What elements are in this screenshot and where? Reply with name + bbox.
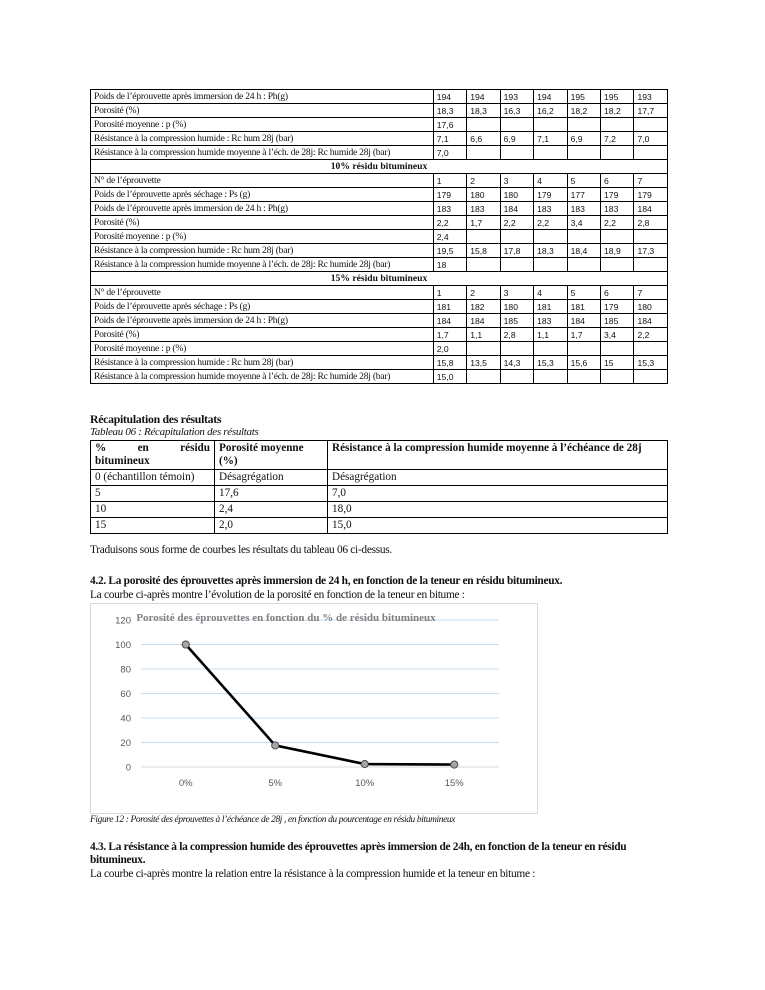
- recap-heading: Récapitulation des résultats: [90, 412, 222, 426]
- cell-value: 2,2: [500, 216, 533, 230]
- table-row: [91, 146, 668, 160]
- cell-value: 6,9: [567, 132, 600, 146]
- x-tick-label: 10%: [355, 778, 375, 789]
- cell-value: [534, 258, 567, 272]
- cell-value: 179: [601, 188, 634, 202]
- data-point: [361, 760, 368, 767]
- cell-value: 6,6: [467, 132, 500, 146]
- cell-value: 185: [601, 314, 634, 328]
- cell-value: 180: [467, 188, 500, 202]
- cell-value: 3,4: [601, 328, 634, 342]
- cell-value: [634, 258, 668, 272]
- cell-value: [534, 118, 567, 132]
- cell-value: 2,4: [433, 230, 466, 244]
- cell-value: [534, 230, 567, 244]
- cell-value: 179: [634, 188, 668, 202]
- cell-value: [500, 370, 533, 384]
- cell-value: [567, 118, 600, 132]
- recap-col2-header: Porosité moyenne (%): [215, 441, 328, 470]
- cell-value: 7,0: [634, 132, 668, 146]
- cell-value: [601, 146, 634, 160]
- cell-value: 7,1: [534, 132, 567, 146]
- cell-value: [634, 118, 668, 132]
- cell-value: 185: [500, 314, 533, 328]
- cell-value: 17,7: [634, 104, 668, 118]
- cell-value: 18,2: [567, 104, 600, 118]
- recap-row: [91, 518, 668, 534]
- recap-cell: 17,6: [215, 486, 328, 502]
- cell-value: 184: [433, 314, 466, 328]
- cell-value: [467, 146, 500, 160]
- y-tick-label: 40: [120, 713, 131, 725]
- cell-value: 15,6: [567, 356, 600, 370]
- section-10pct: [91, 160, 668, 174]
- cell-value: [500, 342, 533, 356]
- recap-cell: 2,0: [215, 518, 328, 534]
- table-row: [91, 90, 668, 104]
- table-row: [91, 104, 668, 118]
- cell-value: 18,3: [433, 104, 466, 118]
- cell-value: 2,0: [433, 342, 466, 356]
- cell-value: 5: [567, 174, 600, 188]
- row-label: Porosité (%): [91, 104, 434, 118]
- recap-cell: 7,0: [328, 486, 668, 502]
- cell-value: 184: [634, 314, 668, 328]
- cell-value: 183: [534, 314, 567, 328]
- data-point: [182, 641, 189, 648]
- table-row: [91, 174, 668, 188]
- cell-value: 184: [467, 314, 500, 328]
- section-10pct-title: 10% résidu bitumineux: [91, 160, 668, 174]
- cell-value: [567, 258, 600, 272]
- cell-value: [500, 118, 533, 132]
- cell-value: 184: [500, 202, 533, 216]
- table-row: [91, 300, 668, 314]
- porosity-chart-svg: [91, 604, 537, 813]
- cell-value: 183: [467, 202, 500, 216]
- cell-value: 7,1: [433, 132, 466, 146]
- cell-value: [567, 342, 600, 356]
- cell-value: [467, 258, 500, 272]
- cell-value: 2,8: [500, 328, 533, 342]
- cell-value: 195: [601, 90, 634, 104]
- chart-title: Porosité des éprouvettes en fonction du % de résidu bitumineux: [136, 612, 436, 624]
- cell-value: 1,1: [467, 328, 500, 342]
- cell-value: [601, 230, 634, 244]
- cell-value: 194: [467, 90, 500, 104]
- table-row: [91, 118, 668, 132]
- row-label: Poids de l’éprouvette après immersion de 24 h : Ph(g): [91, 202, 434, 216]
- cell-value: 1: [433, 174, 466, 188]
- section-4-3-heading-line1: 4.3. La résistance à la compression humide des éprouvettes après immersion de 24h, en fonction de la teneur en résidu: [90, 841, 627, 853]
- cell-value: 18,4: [567, 244, 600, 258]
- table-row: [91, 370, 668, 384]
- data-point: [272, 742, 279, 749]
- cell-value: 17,8: [500, 244, 533, 258]
- figure-caption: Figure 12 : Porosité des éprouvettes à l’échéance de 28j , en fonction du pourcentage en résidu bitumineux: [90, 815, 456, 825]
- cell-value: 15,8: [433, 356, 466, 370]
- porosity-chart: [90, 603, 538, 814]
- y-tick-label: 120: [115, 615, 131, 627]
- cell-value: 15,3: [634, 356, 668, 370]
- recap-col3-header: Résistance à la compression humide moyenne à l’échéance de 28j: [328, 441, 668, 470]
- row-label: Poids de l’éprouvette après séchage : Ps (g): [91, 188, 434, 202]
- cell-value: 3: [500, 286, 533, 300]
- cell-value: [467, 118, 500, 132]
- cell-value: [467, 370, 500, 384]
- section-4-3-heading-line2: bitumineux.: [90, 854, 146, 866]
- cell-value: 19,5: [433, 244, 466, 258]
- section-4-3-text: La courbe ci-après montre la relation entre la résistance à la compression humide et la teneur en bitume :: [90, 868, 536, 880]
- x-tick-label: 15%: [444, 778, 464, 789]
- table-row: [91, 216, 668, 230]
- cell-value: [534, 146, 567, 160]
- cell-value: 18,2: [601, 104, 634, 118]
- cell-value: 2,2: [634, 328, 668, 342]
- cell-value: 18,9: [601, 244, 634, 258]
- cell-value: 6,9: [500, 132, 533, 146]
- y-tick-label: 20: [120, 738, 131, 749]
- y-tick-label: 100: [115, 640, 131, 651]
- row-label: Résistance à la compression humide moyenne à l’éch. de 28j: Rc humide 28j (bar): [91, 370, 434, 384]
- cell-value: 7,0: [433, 146, 466, 160]
- cell-value: 7: [634, 286, 668, 300]
- row-label: Porosité moyenne : p (%): [91, 342, 434, 356]
- cell-value: 15,0: [433, 370, 466, 384]
- x-tick-label: 0%: [178, 778, 193, 789]
- row-label: Résistance à la compression humide moyenne à l’éch. de 28j: Rc humide 28j (bar): [91, 146, 434, 160]
- cell-value: 194: [433, 90, 466, 104]
- cell-value: 1: [433, 286, 466, 300]
- table-row: [91, 132, 668, 146]
- cell-value: 1,7: [433, 328, 466, 342]
- row-label: Porosité moyenne : p (%): [91, 118, 434, 132]
- x-tick-label: 5%: [268, 778, 283, 789]
- cell-value: 13,5: [467, 356, 500, 370]
- cell-value: 181: [567, 300, 600, 314]
- cell-value: 15,3: [534, 356, 567, 370]
- recap-cell: 18,0: [328, 502, 668, 518]
- cell-value: 17,6: [433, 118, 466, 132]
- section-15pct: [91, 272, 668, 286]
- recap-cell: 2,4: [215, 502, 328, 518]
- series-line: [186, 645, 455, 765]
- cell-value: 18,3: [534, 244, 567, 258]
- cell-value: [634, 230, 668, 244]
- cell-value: 7,2: [601, 132, 634, 146]
- cell-value: [601, 258, 634, 272]
- table-row: [91, 230, 668, 244]
- cell-value: 181: [433, 300, 466, 314]
- cell-value: 1,1: [534, 328, 567, 342]
- table-row: [91, 258, 668, 272]
- recap-row: [91, 470, 668, 486]
- cell-value: 180: [500, 188, 533, 202]
- row-label: Résistance à la compression humide : Rc hum 28j (bar): [91, 244, 434, 258]
- cell-value: 2: [467, 174, 500, 188]
- cell-value: [634, 342, 668, 356]
- table-row: [91, 202, 668, 216]
- cell-value: [567, 370, 600, 384]
- row-label: Porosité (%): [91, 216, 434, 230]
- cell-value: 2,2: [601, 216, 634, 230]
- cell-value: 181: [534, 300, 567, 314]
- cell-value: 17,3: [634, 244, 668, 258]
- cell-value: [500, 146, 533, 160]
- cell-value: [567, 146, 600, 160]
- section-4-2-text: La courbe ci-après montre l’évolution de la porosité en fonction de la teneur en bitume :: [90, 589, 465, 601]
- cell-value: 2,2: [433, 216, 466, 230]
- table-row: [91, 286, 668, 300]
- y-tick-label: 0: [125, 762, 131, 774]
- row-label: Porosité (%): [91, 328, 434, 342]
- row-label: Résistance à la compression humide moyenne à l’éch. de 28j: Rc humide 28j (bar): [91, 258, 434, 272]
- cell-value: 183: [433, 202, 466, 216]
- cell-value: 1,7: [467, 216, 500, 230]
- recap-table: [90, 440, 668, 534]
- recap-cell: Désagrégation: [215, 470, 328, 486]
- cell-value: 183: [534, 202, 567, 216]
- intro-text: Traduisons sous forme de courbes les résultats du tableau 06 ci-dessus.: [90, 544, 392, 556]
- cell-value: [467, 342, 500, 356]
- cell-value: 4: [534, 174, 567, 188]
- y-tick-label: 80: [120, 664, 131, 676]
- cell-value: 3,4: [567, 216, 600, 230]
- cell-value: 6: [601, 286, 634, 300]
- cell-value: 183: [601, 202, 634, 216]
- table-row: [91, 342, 668, 356]
- row-label: Résistance à la compression humide : Rc hum 28j (bar): [91, 132, 434, 146]
- cell-value: 2,2: [534, 216, 567, 230]
- cell-value: [634, 370, 668, 384]
- cell-value: 16,3: [500, 104, 533, 118]
- recap-cell: 10: [91, 502, 215, 518]
- cell-value: 3: [500, 174, 533, 188]
- row-label: Poids de l’éprouvette après séchage : Ps (g): [91, 300, 434, 314]
- cell-value: 15,8: [467, 244, 500, 258]
- row-label: Porosité moyenne : p (%): [91, 230, 434, 244]
- cell-value: 1,7: [567, 328, 600, 342]
- recap-cell: 0 (échantillon témoin): [91, 470, 215, 486]
- recap-cell: 5: [91, 486, 215, 502]
- cell-value: 179: [534, 188, 567, 202]
- cell-value: 14,3: [500, 356, 533, 370]
- cell-value: 193: [634, 90, 668, 104]
- cell-value: 18: [433, 258, 466, 272]
- cell-value: [500, 258, 533, 272]
- cell-value: 194: [534, 90, 567, 104]
- cell-value: [601, 118, 634, 132]
- table-row: [91, 356, 668, 370]
- cell-value: 183: [567, 202, 600, 216]
- cell-value: [534, 370, 567, 384]
- row-label: Résistance à la compression humide : Rc hum 28j (bar): [91, 356, 434, 370]
- cell-value: 177: [567, 188, 600, 202]
- section-4-2-heading: 4.2. La porosité des éprouvettes après immersion de 24 h, en fonction de la teneur en résidu bitumineux.: [90, 575, 563, 587]
- results-table: [90, 89, 668, 384]
- data-point: [451, 761, 458, 768]
- table-row: [91, 328, 668, 342]
- cell-value: 184: [634, 202, 668, 216]
- recap-cell: 15,0: [328, 518, 668, 534]
- cell-value: 15: [601, 356, 634, 370]
- table-row: [91, 244, 668, 258]
- cell-value: 16,2: [534, 104, 567, 118]
- recap-cell: Désagrégation: [328, 470, 668, 486]
- section-15pct-title: 15% résidu bitumineux: [91, 272, 668, 286]
- cell-value: 182: [467, 300, 500, 314]
- table-row: [91, 188, 668, 202]
- recap-cell: 15: [91, 518, 215, 534]
- cell-value: 184: [567, 314, 600, 328]
- cell-value: 193: [500, 90, 533, 104]
- cell-value: 180: [500, 300, 533, 314]
- cell-value: [634, 146, 668, 160]
- recap-header-row: [91, 441, 668, 470]
- cell-value: [534, 342, 567, 356]
- row-label: Poids de l’éprouvette après immersion de 24 h : Ph(g): [91, 314, 434, 328]
- cell-value: 179: [601, 300, 634, 314]
- recap-col1-header: % en résidu bitumineux: [91, 441, 215, 470]
- row-label: N° de l’éprouvette: [91, 174, 434, 188]
- cell-value: 2,8: [634, 216, 668, 230]
- cell-value: 180: [634, 300, 668, 314]
- cell-value: 2: [467, 286, 500, 300]
- row-label: N° de l’éprouvette: [91, 286, 434, 300]
- recap-row: [91, 502, 668, 518]
- row-label: Poids de l’éprouvette après immersion de 24 h : Ph(g): [91, 90, 434, 104]
- recap-caption: Tableau 06 : Récapitulation des résultats: [90, 426, 259, 438]
- cell-value: [467, 230, 500, 244]
- cell-value: 179: [433, 188, 466, 202]
- cell-value: 5: [567, 286, 600, 300]
- cell-value: 6: [601, 174, 634, 188]
- cell-value: 195: [567, 90, 600, 104]
- recap-row: [91, 486, 668, 502]
- cell-value: [601, 370, 634, 384]
- y-tick-label: 60: [120, 689, 131, 700]
- cell-value: [601, 342, 634, 356]
- cell-value: [567, 230, 600, 244]
- cell-value: 18,3: [467, 104, 500, 118]
- cell-value: [500, 230, 533, 244]
- cell-value: 4: [534, 286, 567, 300]
- cell-value: 7: [634, 174, 668, 188]
- table-row: [91, 314, 668, 328]
